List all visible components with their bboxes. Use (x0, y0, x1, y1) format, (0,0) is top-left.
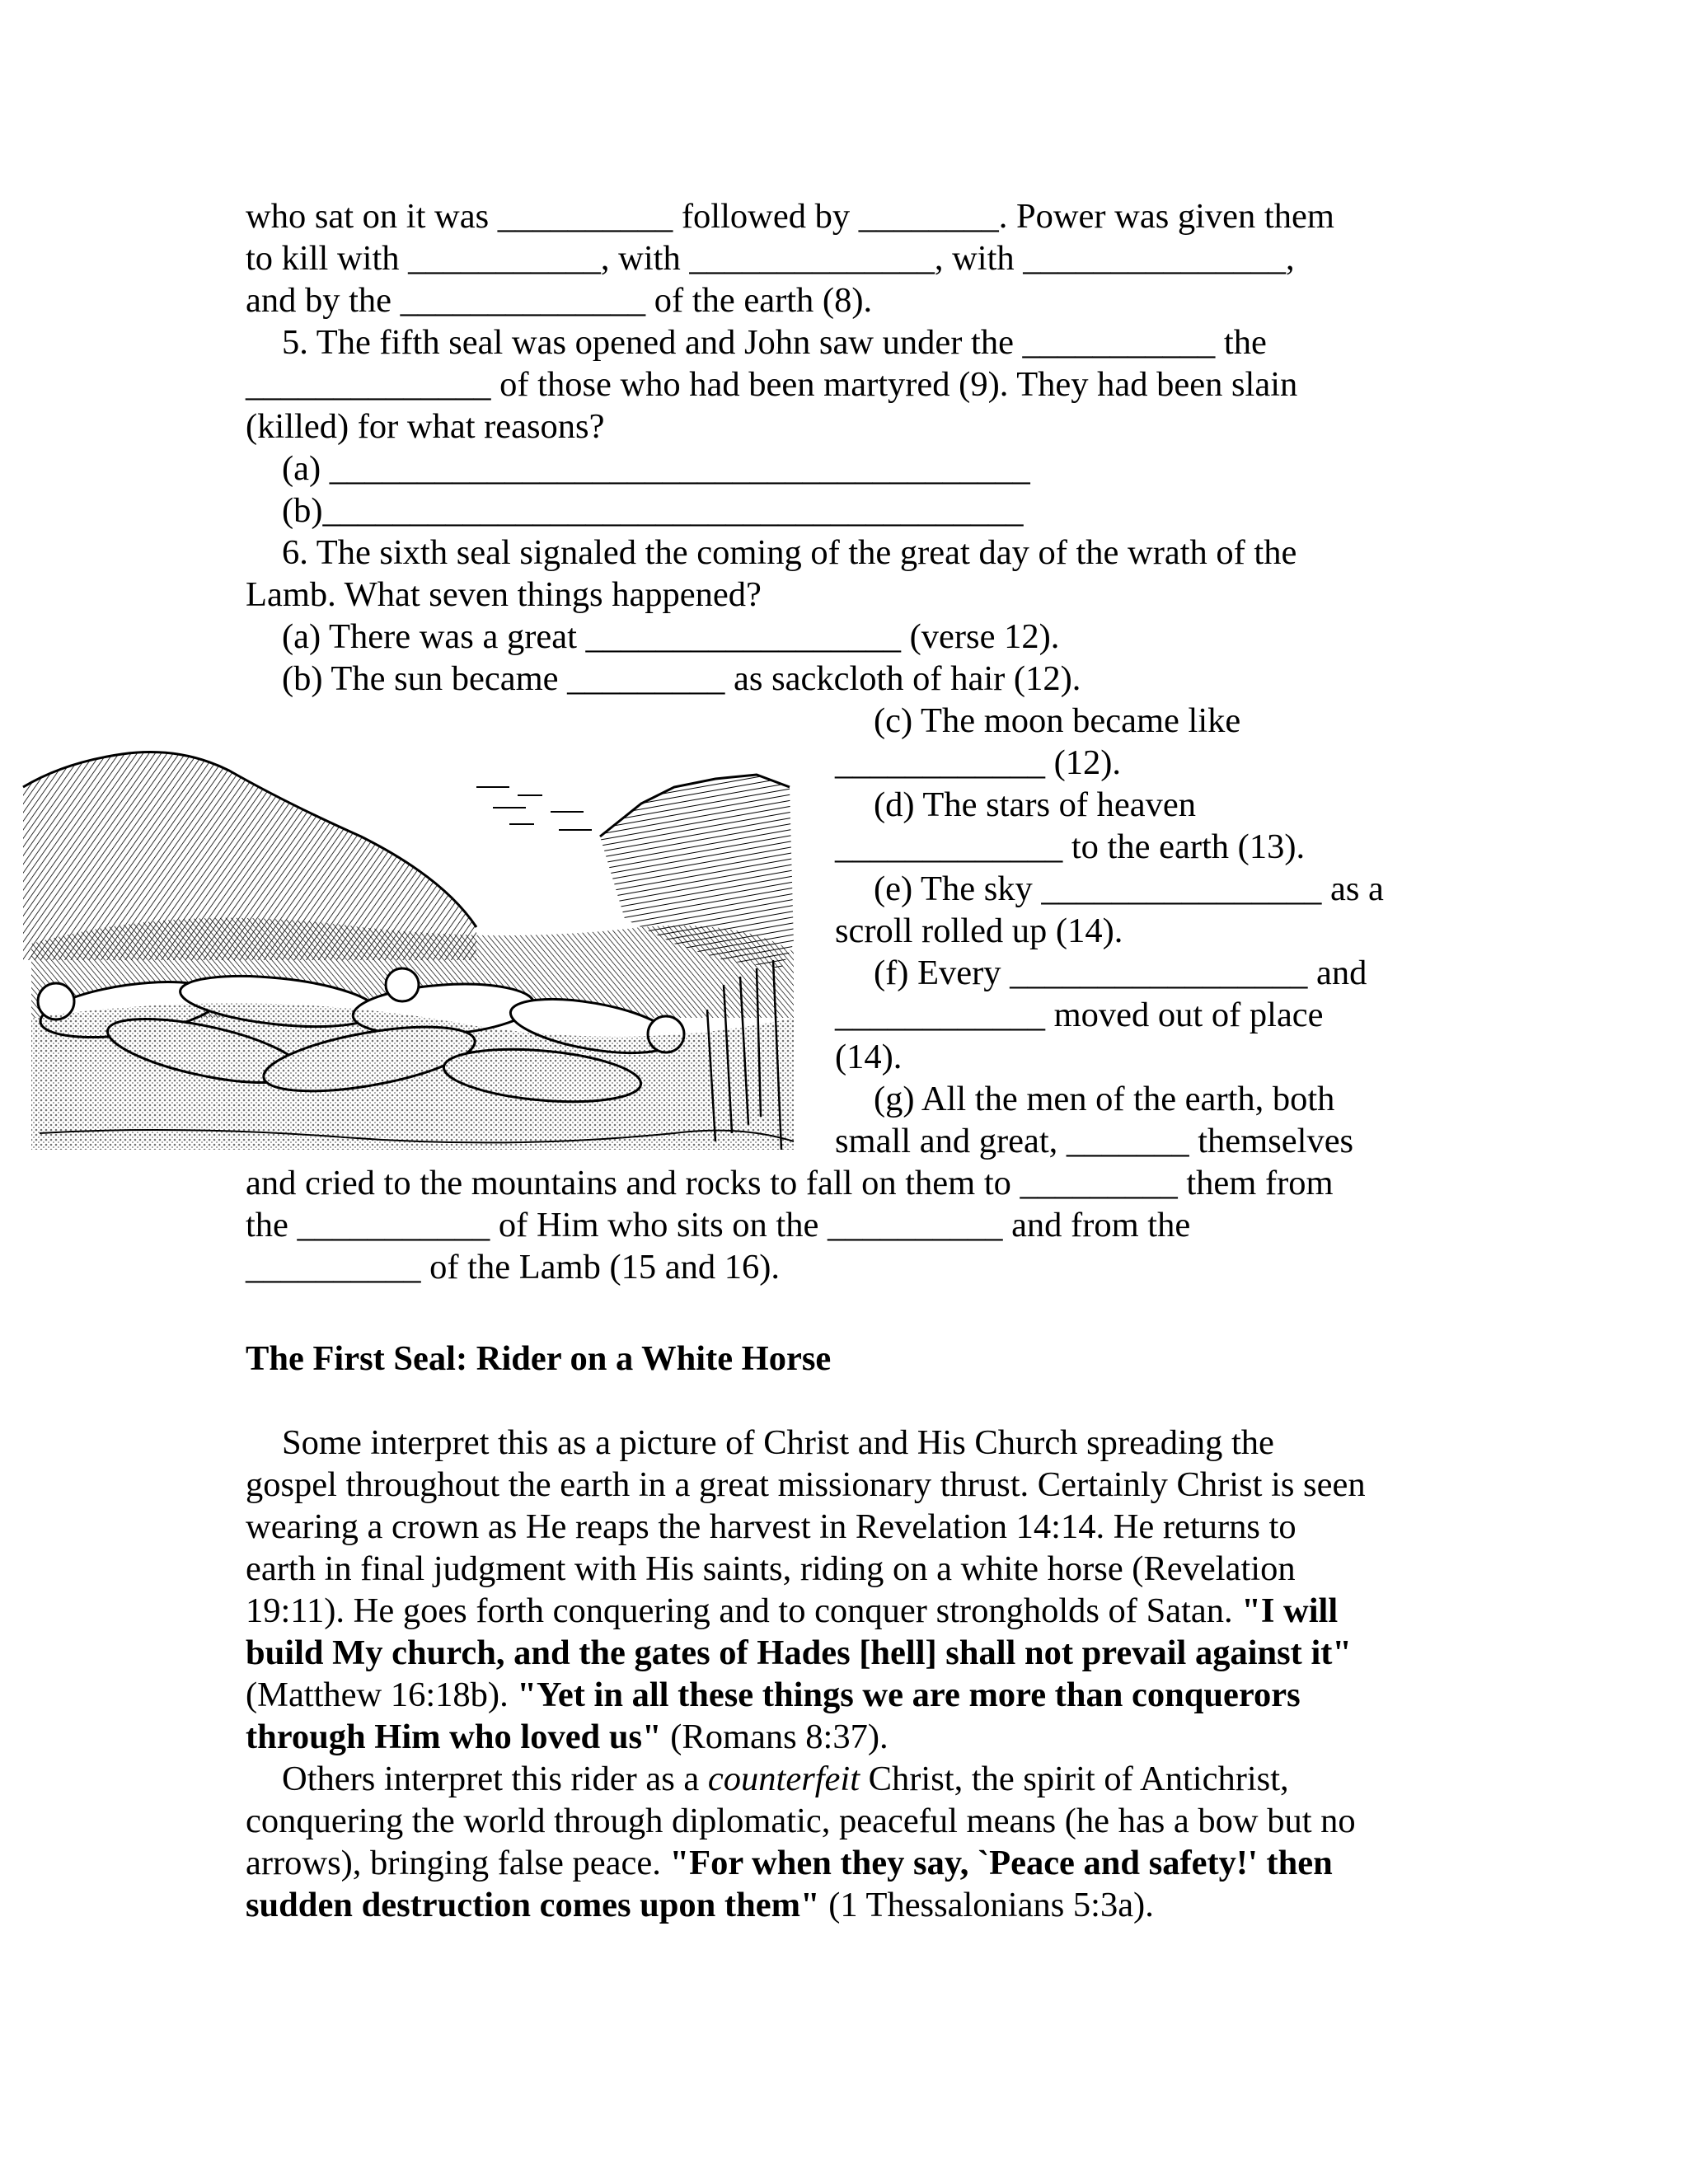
scripture-quote: "Yet in all these things we are more than conquerors (517, 1675, 1301, 1714)
text-line: and cried to the mountains and rocks to fall on them to _________ them from (246, 1164, 1334, 1202)
text-line: (c) The moon became like (874, 701, 1241, 740)
text-line: (e) The sky ________________ as a (874, 869, 1384, 908)
text-line (246, 1842, 1333, 1885)
text-segment: 19:11). He goes forth conquering and to conquer strongholds of Satan. (246, 1591, 1242, 1630)
text-line: ____________ (12). (835, 743, 1122, 782)
text-line (246, 1590, 1338, 1633)
scripture-quote: sudden destruction comes upon them" (246, 1886, 820, 1924)
text-line: (b)________________________________________ (282, 491, 1024, 530)
scripture-quote: build My church, and the gates of Hades [hell] shall not prevail against it" (246, 1633, 1353, 1672)
text-line: __________ of the Lamb (15 and 16). (246, 1248, 781, 1286)
scripture-quote: through Him who loved us" (246, 1718, 662, 1756)
text-line: (14). (835, 1038, 903, 1076)
text-segment: (Matthew 16:18b). (246, 1675, 518, 1714)
text-line: the ___________ of Him who sits on the __________ and from the (246, 1206, 1191, 1244)
text-line: ______________ of those who had been martyred (9). They had been slain (246, 365, 1298, 404)
text-line: 6. The sixth seal signaled the coming of the great day of the wrath of the (282, 533, 1297, 572)
text-line (246, 1884, 1154, 1927)
text-line: wearing a crown as He reaps the harvest in Revelation 14:14. He returns to (246, 1507, 1296, 1546)
text-line: (g) All the men of the earth, both (874, 1080, 1335, 1118)
text-line: ____________ moved out of place (835, 996, 1324, 1034)
text-line: _____________ to the earth (13). (835, 827, 1306, 866)
text-line: earth in final judgment with His saints, riding on a white horse (Revelation (246, 1549, 1296, 1588)
text-segment: arrows), bringing false peace. (246, 1844, 670, 1882)
scripture-quote: "For when they say, `Peace and safety!' then (669, 1844, 1333, 1882)
text-line: Some interpret this as a picture of Christ and His Church spreading the (282, 1423, 1274, 1462)
text-line (282, 1758, 1289, 1801)
text-segment: Others interpret this rider as a (282, 1760, 708, 1798)
text-segment: (Romans 8:37). (661, 1718, 889, 1756)
emphasis-word: counterfeit (707, 1760, 860, 1798)
text-line: (b) The sun became _________ as sackcloth of hair (12). (282, 659, 1081, 698)
text-line: who sat on it was __________ followed by ________. Power was given them (246, 197, 1334, 236)
text-line: to kill with ___________, with ______________, with _______________, (246, 239, 1295, 278)
text-line: and by the ______________ of the earth (8). (246, 281, 873, 320)
text-line: (d) The stars of heaven (874, 785, 1197, 824)
text-segment: (1 Thessalonians 5:3a). (819, 1886, 1154, 1924)
text-line: (a) ________________________________________ (282, 449, 1030, 488)
mountain-scene-illustration (15, 738, 802, 1158)
text-line: (killed) for what reasons? (246, 407, 605, 446)
text-line: 5. The fifth seal was opened and John saw under the ___________ the (282, 323, 1267, 362)
section-heading: The First Seal: Rider on a White Horse (246, 1339, 832, 1378)
text-line (246, 1716, 889, 1759)
text-segment: Christ, the spirit of Antichrist, (860, 1760, 1289, 1798)
text-line: Lamb. What seven things happened? (246, 575, 762, 614)
text-line: scroll rolled up (14). (835, 912, 1123, 950)
text-line: small and great, _______ themselves (835, 1122, 1354, 1160)
text-line: (f) Every _________________ and (874, 954, 1367, 992)
text-line: (a) There was a great __________________ (verse 12). (282, 617, 1060, 656)
text-line (246, 1674, 1301, 1717)
scripture-quote: "I will (1241, 1591, 1339, 1630)
text-line: conquering the world through diplomatic, peaceful means (he has a bow but no (246, 1802, 1356, 1840)
text-line: gospel throughout the earth in a great missionary thrust. Certainly Christ is seen (246, 1465, 1366, 1504)
